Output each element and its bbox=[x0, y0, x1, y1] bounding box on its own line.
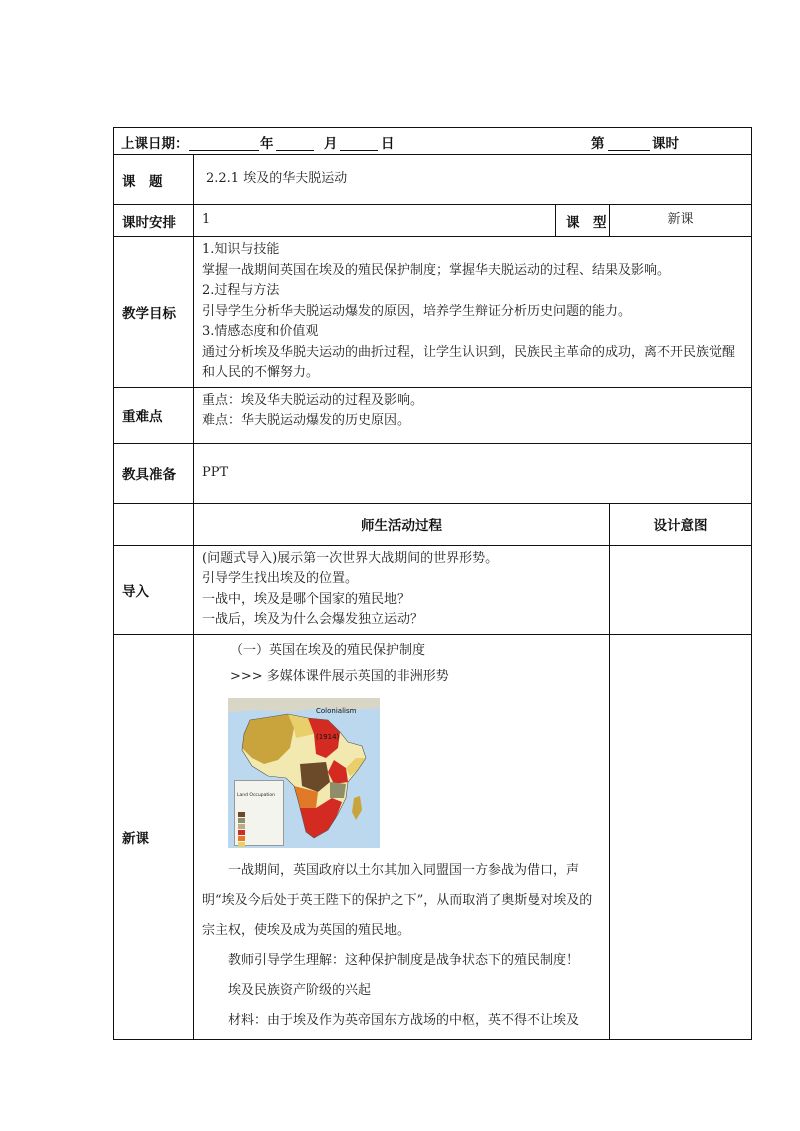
keypoints-label: 重难点 bbox=[114, 387, 194, 443]
intro-line: 引导学生找出埃及的位置。 bbox=[202, 571, 359, 586]
german-east-africa bbox=[330, 782, 346, 798]
objectives-label: 教学目标 bbox=[114, 237, 194, 388]
objective-line: 通过分析埃及华脱夫运动的曲折过程，让学生认识到，民族民主革命的成功，离不开民族觉醒和人民的不懈努力。 bbox=[202, 344, 736, 380]
type-label: 课 型 bbox=[556, 205, 610, 237]
multimedia-line: >>> 多媒体课件展示英国的非洲形势 bbox=[230, 668, 449, 684]
keypoints-content bbox=[194, 387, 752, 443]
process-header: 师生活动过程 bbox=[194, 503, 610, 545]
intro-line: 一战后，埃及为什么会爆发独立运动？ bbox=[202, 612, 424, 627]
legend-swatch bbox=[238, 836, 245, 841]
newlesson-label: 新课 bbox=[114, 634, 194, 1039]
day-label: 日 bbox=[381, 136, 395, 152]
madagascar bbox=[352, 796, 362, 820]
newlesson-row bbox=[114, 634, 752, 1039]
intro-row bbox=[114, 545, 752, 634]
paragraph: 教师引导学生理解：这种保护制度是战争状态下的殖民制度！ bbox=[228, 952, 580, 968]
objectives-content bbox=[194, 237, 752, 388]
legend-swatch bbox=[238, 812, 245, 817]
intro-content bbox=[194, 545, 610, 634]
tools-label: 教具准备 bbox=[114, 443, 194, 503]
schedule-label: 课时安排 bbox=[114, 205, 194, 237]
intro-label: 导入 bbox=[114, 545, 194, 634]
lesson-plan-table bbox=[113, 127, 752, 1040]
period-prefix: 第 bbox=[591, 136, 605, 152]
keypoint-line: 难点：华夫脱运动爆发的历史原因。 bbox=[202, 413, 411, 428]
paragraph: 材料：由于埃及作为英帝国东方战场的中枢，英不得不让埃及 bbox=[228, 1012, 580, 1028]
africa-colonial-map bbox=[228, 698, 380, 848]
paragraph: 埃及民族资产阶级的兴起 bbox=[228, 982, 372, 998]
newlesson-heading: （一）英国在埃及的殖民保护制度 bbox=[230, 642, 426, 658]
legend-swatch bbox=[238, 842, 245, 847]
legend-swatch bbox=[238, 818, 245, 823]
tools-row bbox=[114, 443, 752, 503]
newlesson-intent bbox=[610, 634, 752, 1039]
year-blank[interactable] bbox=[189, 136, 259, 151]
legend-swatch bbox=[238, 830, 245, 835]
objectives-row bbox=[114, 237, 752, 388]
date-label: 上课日期： bbox=[121, 136, 189, 152]
process-header-blank bbox=[114, 503, 194, 545]
objective-line: 掌握一战期间英国在埃及的殖民保护制度；掌握华夫脱运动的过程、结果及影响。 bbox=[202, 262, 671, 278]
objective-line: 引导学生分析华夫脱运动爆发的原因，培养学生辩证分析历史问题的能力。 bbox=[202, 303, 632, 319]
year-label: 年 bbox=[260, 136, 274, 152]
period-suffix: 课时 bbox=[652, 136, 679, 152]
intro-line: 一战中，埃及是哪个国家的殖民地？ bbox=[202, 591, 411, 607]
keypoints-row bbox=[114, 387, 752, 443]
schedule-row bbox=[114, 205, 752, 237]
topic-row bbox=[114, 155, 752, 205]
legend-swatch bbox=[238, 824, 245, 829]
topic-label: 课 题 bbox=[114, 155, 194, 205]
objective-line: 3.情感态度和价值观 bbox=[202, 324, 319, 339]
objective-line: 2.过程与方法 bbox=[202, 283, 280, 298]
map-title: Colonialism (1914) bbox=[316, 706, 357, 741]
month-blank[interactable] bbox=[276, 136, 314, 151]
schedule-value: 1 bbox=[194, 205, 556, 237]
month-label: 月 bbox=[324, 136, 338, 152]
lesson-plan-page bbox=[113, 127, 751, 1040]
intro-intent bbox=[610, 545, 752, 634]
intro-line: (问题式导入)展示第一次世界大战期间的世界形势。 bbox=[202, 550, 499, 566]
intent-header: 设计意图 bbox=[610, 503, 752, 545]
keypoint-line: 重点：埃及华夫脱运动的过程及影响。 bbox=[202, 392, 424, 408]
date-cell bbox=[114, 128, 752, 155]
day-blank[interactable] bbox=[340, 136, 378, 151]
map-legend bbox=[234, 780, 284, 846]
legend-title: Land Occupation bbox=[237, 792, 275, 798]
type-value: 新课 bbox=[610, 205, 752, 237]
newlesson-content bbox=[194, 634, 610, 1039]
topic-value: 2.2.1 埃及的华夫脱运动 bbox=[194, 155, 752, 205]
paragraph: 一战期间，英国政府以土尔其加入同盟国一方参战为借口，声明“埃及今后处于英王陛下的保护之下”，从而取消了奥斯曼对埃及的宗主权，使埃及成为英国的殖民地。 bbox=[202, 862, 593, 938]
period-blank[interactable] bbox=[608, 136, 650, 151]
date-row bbox=[114, 128, 752, 155]
tools-value: PPT bbox=[194, 443, 752, 503]
process-header-row bbox=[114, 503, 752, 545]
objective-line: 1.知识与技能 bbox=[202, 242, 280, 257]
